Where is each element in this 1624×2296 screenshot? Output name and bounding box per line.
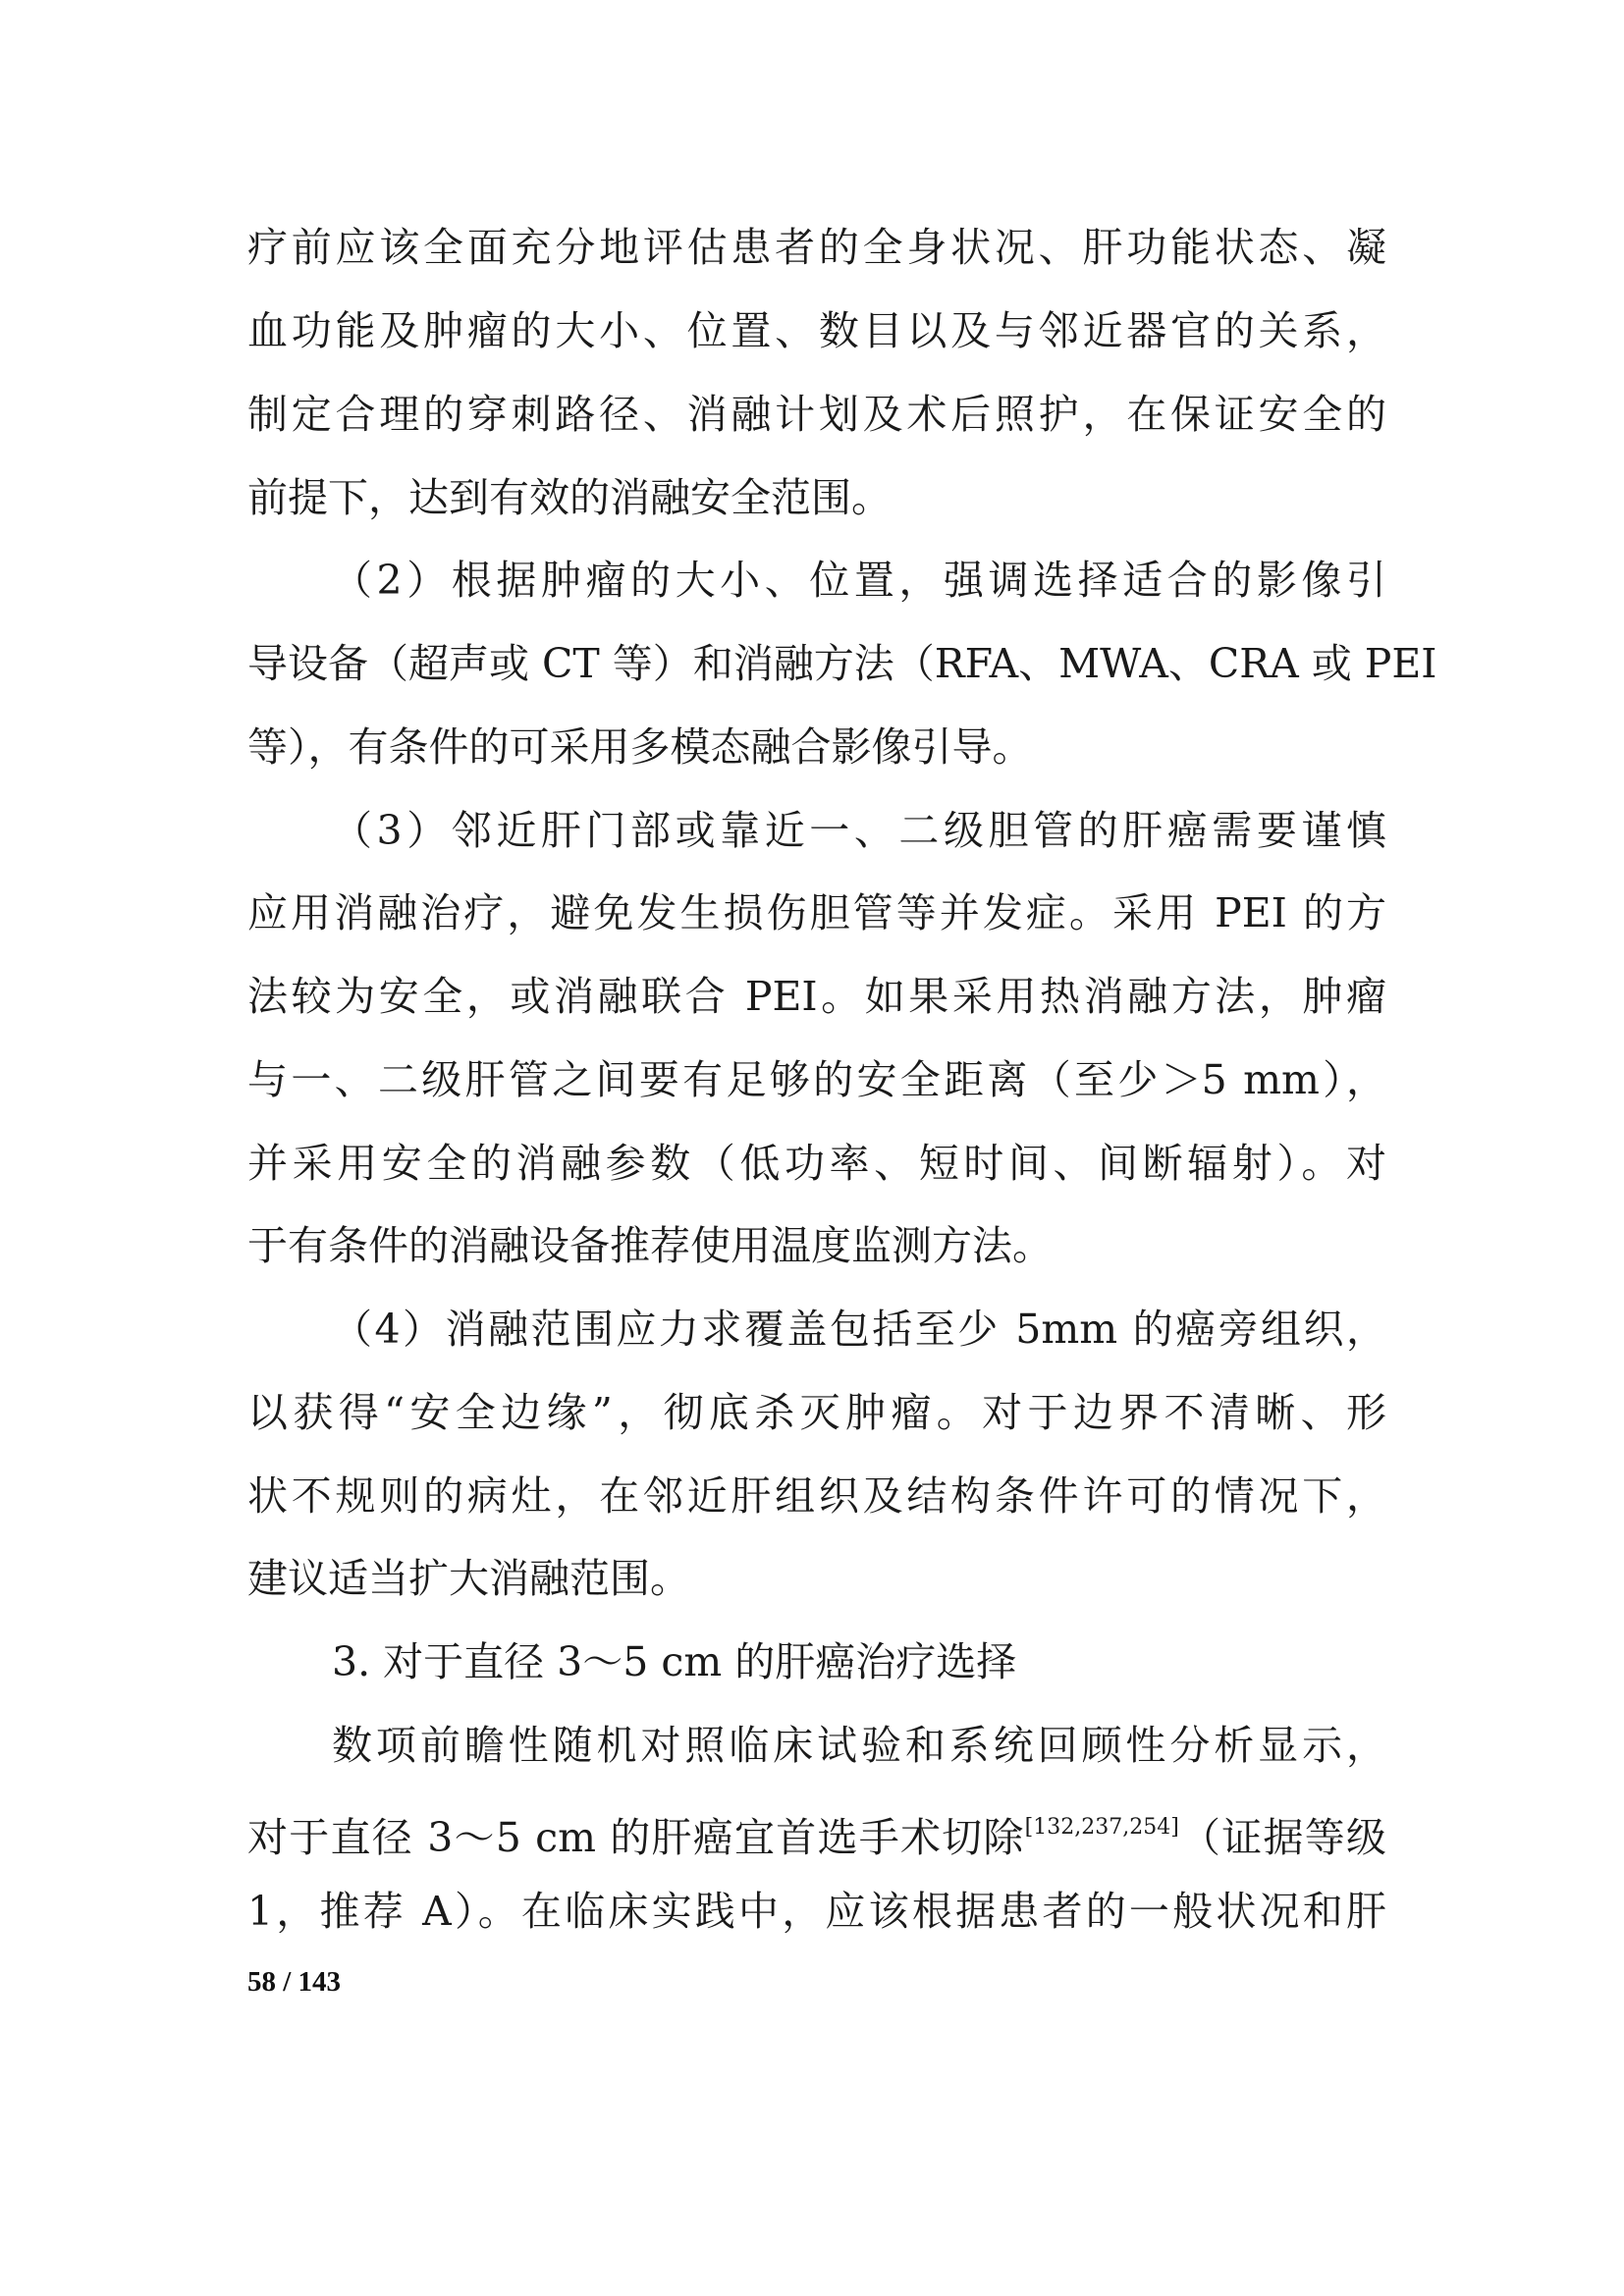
section-heading: 3. 对于直径 3～5 cm 的肝癌治疗选择 — [332, 1638, 1017, 1685]
text-line: 前提下，达到有效的消融安全范围。 — [247, 474, 892, 521]
text-line: （4）消融范围应力求覆盖包括至少 5mm 的癌旁组织， — [332, 1306, 1386, 1353]
page-number: 58 / 143 — [247, 1966, 342, 1998]
text-segment: （证据等级 — [1178, 1814, 1387, 1861]
text-line: 于有条件的消融设备推荐使用温度监测方法。 — [247, 1222, 1053, 1269]
text-line: 数项前瞻性随机对照临床试验和系统回顾性分析显示， — [332, 1722, 1386, 1769]
text-line: 法较为安全，或消融联合 PEI。如果采用热消融方法，肿瘤 — [247, 973, 1386, 1020]
text-segment: 对于直径 3～5 cm 的肝癌宜首选手术切除 — [247, 1814, 1025, 1861]
citation-superscript: [132,237,254] — [1024, 1815, 1179, 1840]
text-line: 导设备（超声或 CT 等）和消融方法（RFA、MWA、CRA 或 PEI — [247, 640, 1437, 687]
text-line: （2）根据肿瘤的大小、位置，强调选择适合的影像引 — [332, 557, 1386, 604]
text-line-with-citation — [247, 1789, 1386, 1867]
text-line: 建议适当扩大消融范围。 — [247, 1555, 690, 1602]
text-line: 等），有条件的可采用多模态融合影像引导。 — [247, 723, 1033, 771]
text-line: 并采用安全的消融参数（低功率、短时间、间断辐射）。对 — [247, 1140, 1386, 1187]
text-line: 制定合理的穿刺路径、消融计划及术后照护，在保证安全的 — [247, 391, 1386, 438]
text-line: 与一、二级肝管之间要有足够的安全距离（至少＞5 mm）， — [247, 1056, 1386, 1103]
text-line: 血功能及肿瘤的大小、位置、数目以及与邻近器官的关系， — [247, 307, 1386, 354]
text-line: 以获得“安全边缘”，彻底杀灭肿瘤。对于边界不清晰、形 — [247, 1389, 1386, 1436]
text-line: 疗前应该全面充分地评估患者的全身状况、肝功能状态、凝 — [247, 224, 1386, 271]
text-line: 应用消融治疗，避免发生损伤胆管等并发症。采用 PEI 的方 — [247, 889, 1386, 936]
text-line: （3）邻近肝门部或靠近一、二级胆管的肝癌需要谨慎 — [332, 807, 1386, 854]
text-line: 1，推荐 A）。在临床实践中，应该根据患者的一般状况和肝 — [247, 1888, 1386, 1935]
text-line: 状不规则的病灶，在邻近肝组织及结构条件许可的情况下， — [247, 1472, 1386, 1520]
